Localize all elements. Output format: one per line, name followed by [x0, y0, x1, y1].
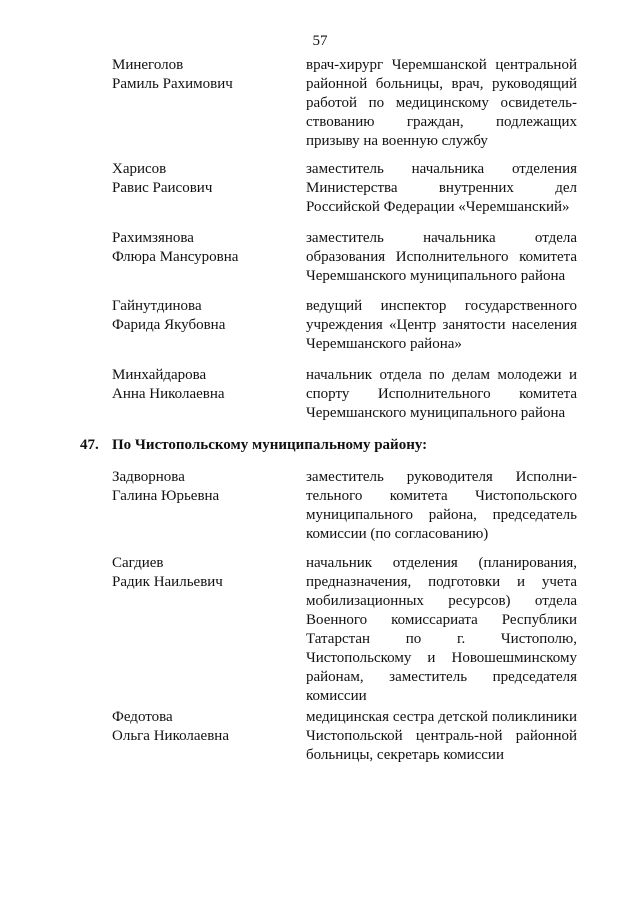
member-surname: Рахимзянова — [112, 230, 194, 246]
section-title: По Чистопольскому муниципальному району: — [112, 437, 428, 453]
member-position: ведущий инспектор государственного учреждения «Центр занятости населения Черемшанского района» — [306, 298, 577, 352]
member-position: медицинская сестра детской поликлиники Чистопольской централь-ной районной больницы, секретарь комиссии — [306, 709, 577, 763]
member-given-names: Ольга Николаевна — [112, 728, 229, 744]
member-position: заместитель начальника отделения Министерства внутренних дел Российской Федерации «Черемшанский» — [306, 161, 577, 215]
member-name — [112, 468, 287, 506]
member-surname: Гайнутдинова — [112, 298, 202, 314]
member-given-names: Фарида Якубовна — [112, 317, 226, 333]
member-given-names: Равис Раисович — [112, 180, 213, 196]
member-name — [112, 56, 287, 94]
member-surname: Минеголов — [112, 57, 184, 73]
member-name — [112, 229, 287, 267]
member-position: заместитель руководителя Исполни-тельного комитета Чистопольского муниципального района, председатель комиссии (по согласованию) — [306, 469, 577, 542]
member-name — [112, 160, 287, 198]
member-name — [112, 366, 287, 404]
member-name — [112, 297, 287, 335]
member-surname: Федотова — [112, 709, 173, 725]
member-position: врач-хирург Черемшанской центральной районной больницы, врач, руководящий работой по медицинскому освидетель-ствованию граждан, подлежащих призыву на военную службу — [306, 57, 577, 149]
member-given-names: Анна Николаевна — [112, 386, 225, 402]
member-surname: Минхайдарова — [112, 367, 207, 383]
member-given-names: Флюра Мансуровна — [112, 249, 239, 265]
member-surname: Харисов — [112, 161, 167, 177]
member-position: заместитель начальника отдела образования Исполнительного комитета Черемшанского муниципального района — [306, 230, 577, 284]
member-position: начальник отделения (планирования, предназначения, подготовки и учета мобилизационных ресурсов) отдела Военного комиссариата Республики Татарстан по г. Чистополю, Чистопольскому и Новошешминскому районам, заместитель председателя комиссии — [306, 555, 577, 704]
member-position: начальник отдела по делам молодежи и спорту Исполнительного комитета Черемшанского муниципального района — [306, 367, 577, 421]
member-given-names: Радик Наильевич — [112, 574, 223, 590]
section-heading — [80, 436, 427, 455]
section-number: 47. — [80, 437, 99, 453]
page-number: 57 — [312, 33, 328, 49]
member-surname: Сагдиев — [112, 555, 164, 571]
member-name — [112, 708, 287, 746]
member-given-names: Галина Юрьевна — [112, 488, 220, 504]
member-surname: Задворнова — [112, 469, 185, 485]
member-given-names: Рамиль Рахимович — [112, 76, 233, 92]
member-name — [112, 554, 287, 592]
